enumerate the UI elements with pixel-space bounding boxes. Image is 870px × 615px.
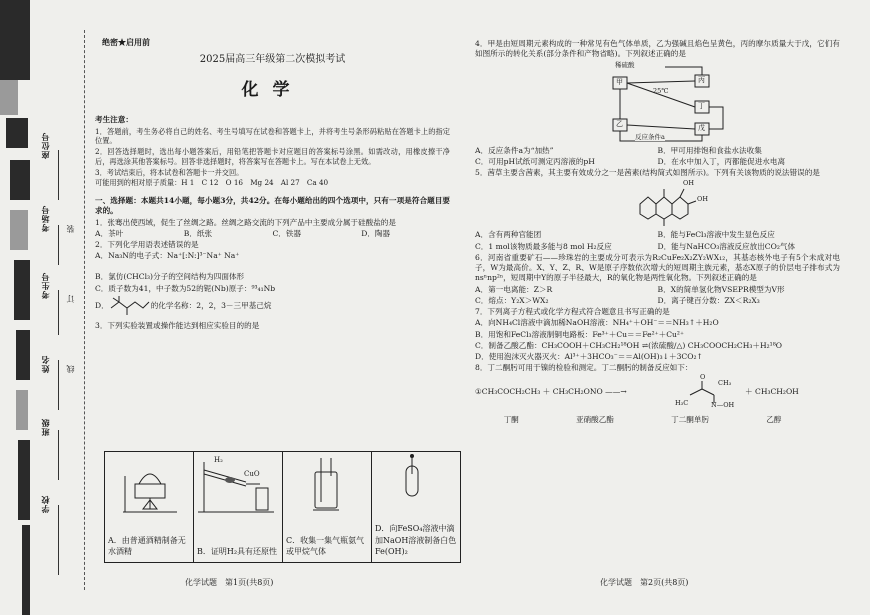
option: A．反应条件a为“加热” [475,145,554,155]
binding-stripe [14,260,30,320]
binding-mark: 订 [66,295,75,303]
q8-reaction [475,372,840,409]
q3-stem: 3．下列实验装置或操作能达到相应实验目的的是 [95,320,260,330]
caption-c: C．收集一集气瓶氨气或甲烷气体 [286,535,365,557]
q1-options [95,229,450,239]
q7-stem: 7．下列离子方程式或化学方程式符合题意且书写正确的是 [475,307,670,316]
q7-option-d: D．使用泡沫灭火器灭火：Al³⁺＋3HCO₃⁻＝＝Al(OH)₃↓＋3CO₂↑ [475,352,703,361]
notice-item: 3．考试结束后，将本试卷和答题卡一并交回。 [95,167,244,177]
binding-strip [0,0,92,615]
apparatus-c [283,452,372,562]
section-title: 一、选择题：本题共14小题，每小题3分，共42分。在每小题给出的四个选项中，只有一项是符合题目要求的。 [95,196,450,216]
option: A．含有两种官能团 [475,230,542,240]
q8-product-tail: ＋ CH₃CH₂OH [745,386,799,396]
fill-line [58,290,59,335]
q3-apparatus-table [104,451,461,563]
option: A．茶叶 [95,228,124,238]
q4-options [475,157,840,167]
binding-stripe [0,0,30,80]
reduction-apparatus-icon [194,452,282,516]
binding-stripe [16,390,28,430]
binding-stripe [16,330,30,380]
option: A．第一电离能：Z＞R [475,284,553,294]
compound-name: 乙醇 [766,414,782,424]
binding-mark: 线 [66,365,75,373]
label-exam-room: 考场号 [40,205,50,232]
node-wu: 戊 [698,123,705,132]
notice-item: 1．答题前，考生务必将自己的姓名、考生号填写在试卷和答题卡上，并将考生号条形码粘贴在答题卡上的指定位置。 [95,126,450,146]
option: C．铁器 [272,228,302,238]
q8-reactants: ①CH₃COCH₂CH₃ ＋ CH₃CH₂ONO ——→ [475,386,627,396]
skeletal-structure-icon [109,296,151,316]
o-label: O [700,372,706,381]
fill-line [58,225,59,265]
binding-stripe [0,80,18,115]
option: D．离子键百分数：ZX＜R₂X₃ [657,295,760,305]
q5-options [475,230,840,240]
q1-stem: 1．张骞出使西域，促生了丝绸之路。丝绸之路交流的下列产品中主要成分属于硅酸盐的是 [95,217,396,227]
fill-line [58,430,59,480]
exam-title: 2025届高三年级第二次模拟考试 [199,54,346,65]
q8-stem: 8．丁二酮肟可用于镍的检验和测定。丁二酮肟的制备反应如下： [475,363,693,373]
label-candidate-no: 考生号 [40,272,50,299]
binding-stripe [10,160,30,200]
fill-line [58,360,59,410]
caption-b: B．证明H₂具有还原性 [197,547,278,557]
fill-line [58,150,59,200]
confidential-label: 绝密★启用前 [102,37,150,47]
cond-label: 反应条件a [635,132,665,141]
left-page [95,35,450,332]
q4-stem: 4．甲是由短周期元素构成的一种常见有色气体单质，乙为强碱且焰色呈黄色，丙的摩尔质量大于戊，它们有如图所示的转化关系(部分条件和产物省略)。下列叙述正确的是 [475,39,840,59]
option: D．能与NaHCO₃溶液反应放出CO₂气体 [657,241,796,251]
cut-line [84,30,85,590]
q4-options [475,146,840,156]
subject-title: 化学 [241,79,304,100]
right-page [475,38,840,425]
test-tube-icon [372,452,460,502]
q5-options [475,242,840,252]
right-footer: 化学试题 第2页(共8页) [600,578,689,587]
label-name: 姓名 [40,355,50,373]
binding-stripe [22,525,30,615]
oh-label: OH [683,179,694,188]
apparatus-a [105,452,194,562]
fill-line [58,505,59,575]
dilute-acid-label: 稀硫酸 [615,60,635,69]
compound-name: 丁二酮单肟 [671,414,710,424]
atomic-masses: 可能用到的相对原子质量：H 1 C 12 O 16 Mg 24 Al 27 Ca 40 [95,178,329,188]
gas-bottle-icon [283,454,371,516]
option-letter: D． [95,300,109,310]
q2-stem: 2．下列化学用语表述错误的是 [95,240,199,249]
q6-options [475,285,840,295]
compound-name: 丁酮 [503,414,519,424]
ch3-label: CH₃ [718,378,732,387]
q7-option-b: B．用饱和FeCl₃溶液制铜电路板：Fe³⁺＋Cu＝＝Fe²⁺＋Cu²⁺ [475,329,684,339]
h2-label: H₂ [214,456,223,464]
q2-option-d [95,295,450,317]
label-seat-no: 座位号 [40,132,50,159]
q5-structure [475,179,840,229]
binding-mark: 装 [66,225,75,233]
label-school: 学校 [40,495,50,513]
left-footer: 化学试题 第1页(共8页) [185,578,274,587]
conversion-diagram-icon [605,61,745,145]
option: B．X的简单氢化物VSEPR模型为V形 [657,284,785,294]
q2-option-c: C．质子数为41，中子数为52的铌(Nb)原子：⁹³₄₁Nb [95,283,276,293]
q7-option-c: C．制备乙酸乙酯：CH₃COOH＋CH₃CH₂¹⁸OH ⇌(浓硫酸/△) CH₃COOCH₂CH₃＋H₂¹⁸O [475,340,782,350]
option: B．能与FeCl₃溶液中发生显色反应 [657,230,775,240]
q2-option-a: A．Na₃N的电子式：Na⁺[:N:]³⁻Na⁺ Na⁺ [95,251,240,261]
distillation-icon [105,454,193,516]
compound-name: 亚硝酸乙酯 [575,414,614,424]
label-class: 班级 [40,418,50,436]
option: C．熔点：Y₂X＞WX₂ [475,295,549,305]
option-text: 的化学名称：2，2，3－三甲基己烷 [150,300,272,310]
node-jia: 甲 [616,77,623,86]
node-bing: 丙 [698,75,705,84]
caption-d: D．向FeSO₄溶液中滴加NaOH溶液制备白色Fe(OH)₂ [375,524,457,557]
q7-option-a: A．向NH₄Cl溶液中滴加稀NaOH溶液：NH₄⁺＋OH⁻＝＝NH₃↑＋H₂O [475,318,719,328]
q5-stem: 5．茜草主要含茜素，其主要有效成分之一是茜素(结构简式如图所示)。下列有关该物质的说法错误的是 [475,168,820,177]
temp-label: 25℃ [653,86,669,95]
binding-stripe [10,210,28,250]
q4-diagram [475,61,840,145]
q6-options [475,296,840,306]
q6-stem: 6．河南省重要矿石——珍珠岩的主要成分可表示为R₂CuFe₂X₂ZY₂WX₁₂，其基态核外电子有5个未成对电子，W为最高价。X、Y、Z、R、W是原子序数依次增大的短周期主族元素，基态X原子的价层电子排布式为nsⁿnp²ⁿ，短周期中Y的原子半径最大，R的氧化物是两性氧化物。下列叙述正确的是 [475,252,840,283]
option: B．纸张 [183,228,213,238]
cuo-label: CuO [244,470,260,478]
noh-label: N—OH [711,400,735,409]
option: D．在水中加入丁，丙都能促进水电离 [657,156,786,166]
alizarin-structure-icon [630,179,720,229]
option: D．陶器 [361,228,391,238]
binding-stripe [6,118,28,148]
q8-compound-names [475,415,840,425]
h3c-label: H₃C [675,398,689,407]
oh-label: OH [697,195,708,204]
caption-a: A．由普通酒精制备无水酒精 [108,535,186,557]
option: C．1 mol该物质最多能与8 mol H₂反应 [475,241,612,251]
option: B．甲可用排饱和食盐水法收集 [657,145,762,155]
node-yi: 乙 [616,119,623,128]
binding-stripe [18,440,30,520]
apparatus-d [372,452,460,562]
notice-title: 考生注意： [95,115,133,125]
q2-option-b: B．氯仿(CHCl₃)分子的空间结构为四面体形 [95,272,245,282]
notice-item: 2．回答选择题时，选出每小题答案后，用铅笔把答题卡对应题目的答案标号涂黑。如需改动，用橡皮擦干净后，再选涂其他答案标号。回答非选择题时，将答案写在答题卡上。写在本试卷上无效。 [95,147,450,166]
apparatus-b [194,452,283,562]
node-ding: 丁 [698,101,705,110]
option: C．可用pH试纸可测定丙溶液的pH [475,156,595,166]
